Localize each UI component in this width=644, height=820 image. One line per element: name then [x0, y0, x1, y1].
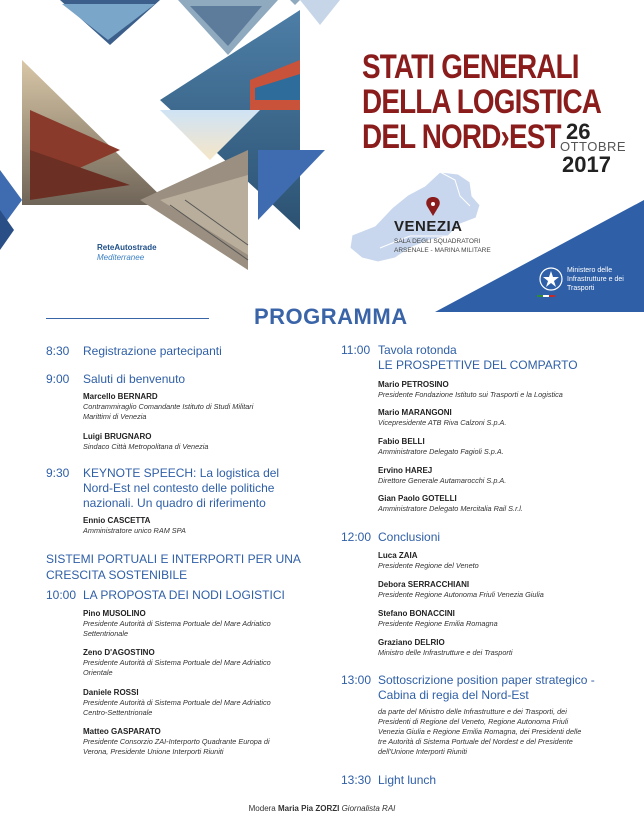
speaker-name: Stefano BONACCINI — [378, 609, 455, 618]
speaker-role: Presidente Autorità di Sistema Portuale del Mare Adriatico Orientale — [83, 658, 271, 677]
speaker-role: Presidente Autorità di Sistema Portuale del Mare Adriatico Centro-Settentrionale — [83, 698, 271, 717]
event-date-day: 26 — [566, 119, 591, 144]
speaker-role: Presidente Regione del Veneto — [378, 561, 479, 570]
speaker-role: Presidente Consorzio ZAI-Interporto Quadrante Europa di Verona, Presidente Unione Interporti Riuniti — [83, 737, 270, 756]
speaker-name: Luca ZAIA — [378, 551, 418, 560]
ministry-logo-text: Ministero delle Infrastrutture e dei Trasporti — [567, 267, 624, 292]
programma-title: PROGRAMMA — [254, 304, 408, 329]
speaker-role: Presidente Regione Emilia Romagna — [378, 619, 498, 628]
event-title-line: DELLA LOGISTICA — [362, 83, 602, 121]
speaker-name: Luigi BRUGNARO — [83, 432, 152, 441]
speaker-role: Presidente Regione Autonoma Friuli Venezia Giulia — [378, 590, 544, 599]
speaker-role: Presidente Fondazione Istituto sui Trasporti e la Logistica — [378, 390, 563, 399]
speaker-role: Contrammiraglio Comandante Istituto di Studi Militari Marittimi di Venezia — [83, 402, 254, 421]
session-heading: Tavola rotonda LE PROSPETTIVE DEL COMPARTO — [378, 343, 578, 372]
event-title-line: DEL NORD›EST — [362, 118, 561, 156]
divider — [46, 318, 209, 319]
event-venue: SALA DEGLI SQUADRATORI ARSENALE - MARINA MILITARE — [394, 238, 491, 254]
time-slot: 8:30 — [46, 344, 70, 358]
section-heading: SISTEMI PORTUALI E INTERPORTI PER UNA CRESCITA SOSTENIBILE — [46, 552, 301, 582]
session-heading: Sottoscrizione position paper strategico - Cabina di regia del Nord-Est — [378, 673, 595, 702]
session-heading: Conclusioni — [378, 530, 441, 544]
time-slot: 11:00 — [341, 343, 371, 357]
speaker-role: Amministratore Delegato Mercitalia Rail S.r.l. — [378, 504, 523, 513]
moderator-credit: Modera Maria Pia ZORZI Giornalista RAI — [248, 804, 396, 813]
speaker-name: Graziano DELRIO — [378, 638, 445, 647]
session-description: da parte del Ministro delle Infrastrutture e dei Trasporti, dei Presidenti di Regione del Veneto, Regione Autonoma Friuli Venezia Giulia e Regione Emilia Romagna, dei Presidenti delle tre Autorità di Sistema Portuale del Nordest e del Presidente dell'Unione Interporti Riuniti — [378, 707, 582, 756]
speaker-name: Gian Paolo GOTELLI — [378, 494, 457, 503]
speaker-name: Matteo GASPARATO — [83, 727, 161, 736]
sponsor-logo: ReteAutostrade — [97, 243, 157, 252]
time-slot: 10:00 — [46, 588, 77, 602]
speaker-name: Zeno D'AGOSTINO — [83, 648, 155, 657]
session-heading: Light lunch — [378, 773, 437, 787]
speaker-name: Fabio BELLI — [378, 437, 425, 446]
event-city: VENEZIA — [394, 218, 463, 235]
event-date-month: OTTOBRE — [560, 139, 627, 154]
speaker-role: Direttore Generale Autamarocchi S.p.A. — [378, 476, 507, 485]
event-title-line: STATI GENERALI — [362, 48, 579, 86]
speaker-name: Mario MARANGONI — [378, 408, 452, 417]
speaker-role: Ministro delle Infrastrutture e dei Trasporti — [378, 648, 513, 657]
speaker-name: Ennio CASCETTA — [83, 516, 151, 525]
speaker-name: Mario PETROSINO — [378, 380, 449, 389]
time-slot: 9:00 — [46, 372, 70, 386]
speaker-role: Presidente Autorità di Sistema Portuale del Mare Adriatico Settentrionale — [83, 619, 271, 638]
session-heading: KEYNOTE SPEECH: La logistica del Nord-Est nel contesto delle politiche nazionali. Un quadro di riferimento — [83, 466, 280, 510]
time-slot: 12:00 — [341, 530, 372, 544]
speaker-role: Amministratore Delegato Fagioli S.p.A. — [378, 447, 504, 456]
sponsor-logo-sub: Mediterranee — [97, 253, 145, 262]
speaker-role: Sindaco Città Metropolitana di Venezia — [83, 442, 209, 451]
speaker-name: Debora SERRACCHIANI — [378, 580, 470, 589]
time-slot: 9:30 — [46, 466, 70, 480]
time-slot: 13:30 — [341, 773, 372, 787]
session-heading: LA PROPOSTA DEI NODI LOGISTICI — [83, 588, 285, 602]
speaker-role: Amministratore unico RAM SPA — [83, 526, 186, 535]
speaker-name: Pino MUSOLINO — [83, 609, 146, 618]
session-heading: Registrazione partecipanti — [83, 344, 222, 358]
time-slot: 13:00 — [341, 673, 372, 687]
session-heading: Saluti di benvenuto — [83, 372, 186, 386]
speaker-name: Daniele ROSSI — [83, 688, 139, 697]
speaker-name: Ervino HAREJ — [378, 466, 433, 475]
speaker-name: Marcello BERNARD — [83, 392, 158, 401]
speaker-role: Vicepresidente ATB Riva Calzoni S.p.A. — [378, 418, 507, 427]
event-date-year: 2017 — [562, 152, 611, 177]
